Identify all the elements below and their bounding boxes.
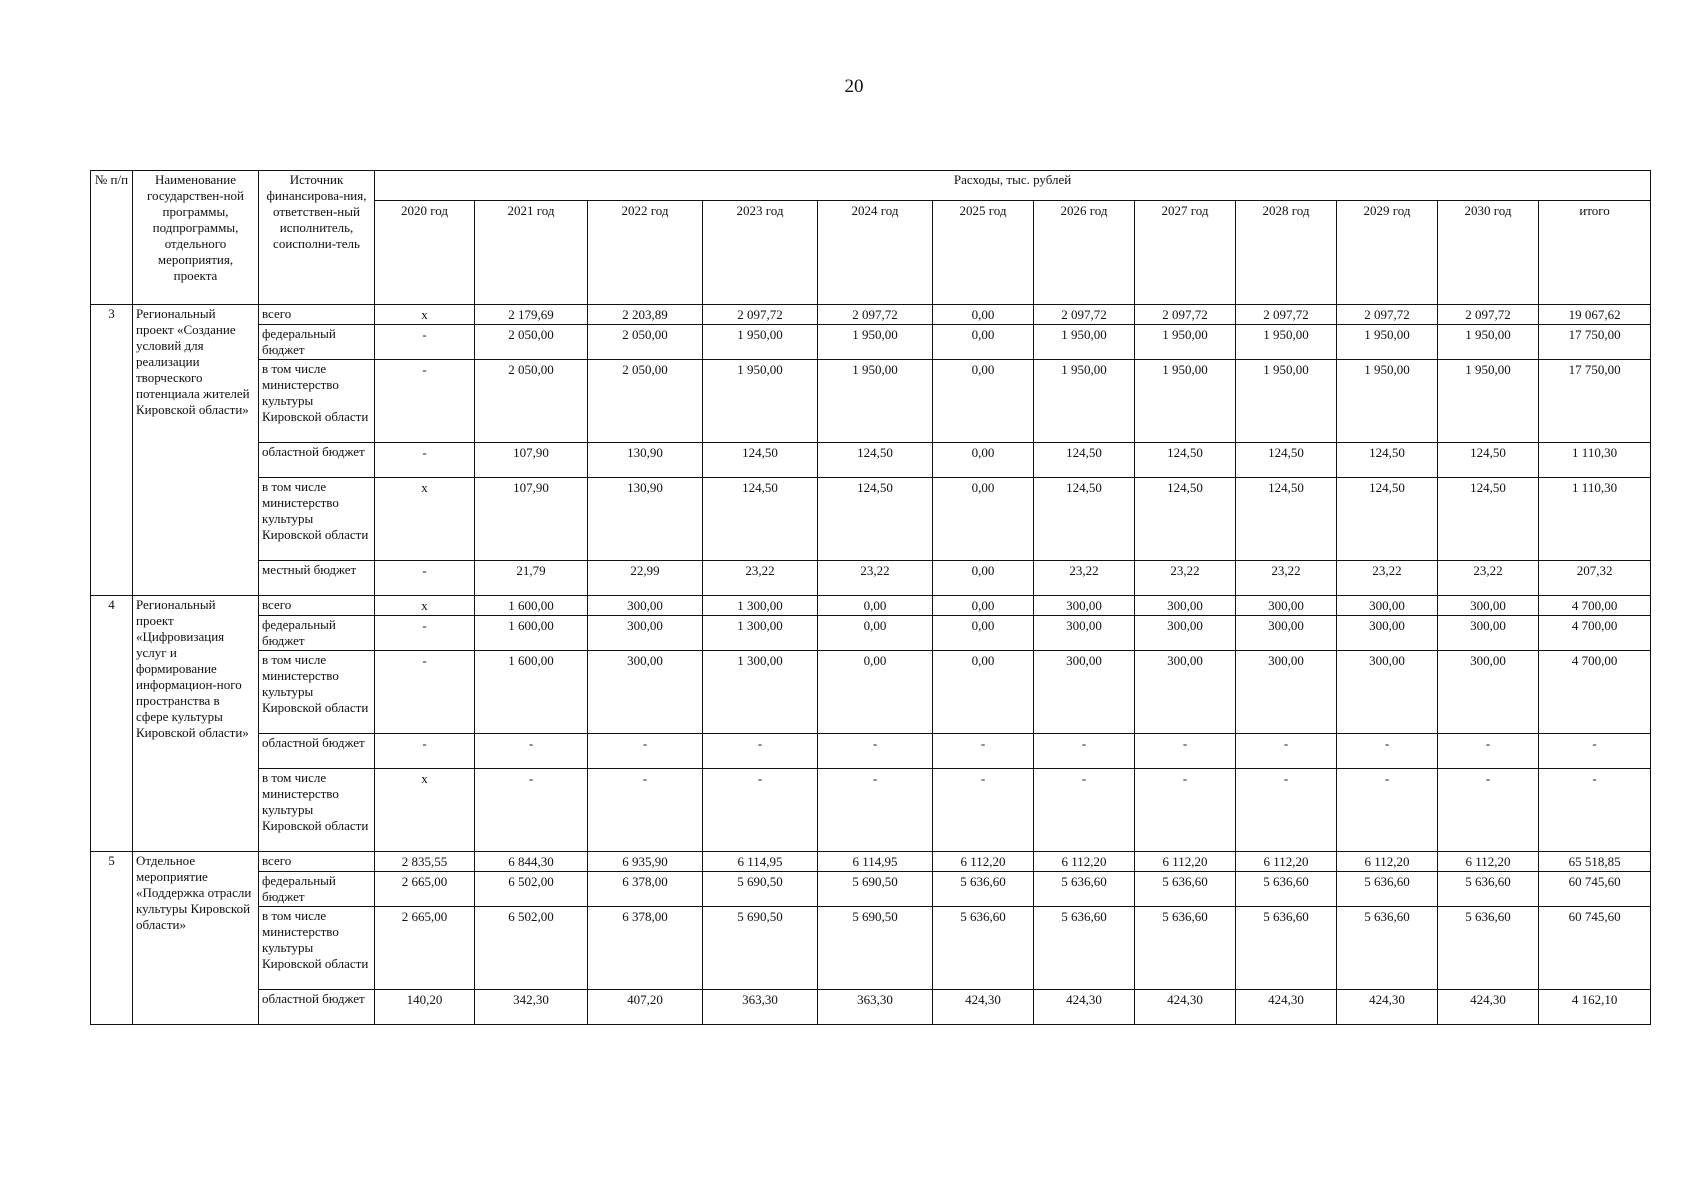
value-cell: 2 665,00: [375, 872, 475, 907]
value-cell: 130,90: [588, 478, 703, 561]
header-year: 2028 год: [1236, 201, 1337, 305]
table-header: [91, 171, 1651, 305]
value-cell: 300,00: [588, 651, 703, 734]
value-cell: 5 636,60: [1135, 907, 1236, 990]
value-cell: 300,00: [588, 596, 703, 616]
value-cell: 300,00: [1438, 651, 1539, 734]
table-row: [91, 769, 1651, 852]
program-name: Региональный проект «Цифровизация услуг и формирование информацион-ного пространства в сфере культуры Кировской области»: [133, 596, 259, 852]
value-cell: 300,00: [1438, 616, 1539, 651]
value-cell: 424,30: [1034, 990, 1135, 1025]
value-cell: 1 950,00: [703, 325, 818, 360]
table-row: [91, 651, 1651, 734]
value-cell: 1 950,00: [1438, 325, 1539, 360]
header-name: Наименование государствен-ной программы, подпрограммы, отдельного мероприятия, проекта: [133, 171, 259, 305]
value-cell: 6 112,20: [933, 852, 1034, 872]
value-cell: 17 750,00: [1539, 325, 1651, 360]
value-cell: -: [375, 360, 475, 443]
funding-source: областной бюджет: [259, 990, 375, 1025]
value-cell: 300,00: [1337, 616, 1438, 651]
value-cell: 300,00: [1337, 651, 1438, 734]
value-cell: 5 636,60: [1034, 907, 1135, 990]
value-cell: 22,99: [588, 561, 703, 596]
value-cell: 23,22: [1438, 561, 1539, 596]
value-cell: 5 690,50: [818, 907, 933, 990]
value-cell: 124,50: [1438, 443, 1539, 478]
row-number: 3: [91, 305, 133, 596]
value-cell: 1 300,00: [703, 651, 818, 734]
value-cell: x: [375, 305, 475, 325]
funding-source: в том числе министерство культуры Кировской области: [259, 907, 375, 990]
funding-source: в том числе министерство культуры Кировской области: [259, 651, 375, 734]
value-cell: -: [1135, 769, 1236, 852]
value-cell: -: [375, 443, 475, 478]
value-cell: 2 050,00: [588, 325, 703, 360]
value-cell: 0,00: [933, 478, 1034, 561]
value-cell: 124,50: [1135, 443, 1236, 478]
value-cell: 23,22: [1236, 561, 1337, 596]
header-year: 2023 год: [703, 201, 818, 305]
table-row: [91, 990, 1651, 1025]
value-cell: -: [475, 734, 588, 769]
value-cell: 1 950,00: [818, 360, 933, 443]
value-cell: -: [1034, 769, 1135, 852]
table-row: [91, 596, 1651, 616]
value-cell: 2 050,00: [475, 325, 588, 360]
value-cell: 140,20: [375, 990, 475, 1025]
value-cell: -: [703, 769, 818, 852]
value-cell: 2 050,00: [588, 360, 703, 443]
value-cell: 5 636,60: [1337, 907, 1438, 990]
value-cell: 65 518,85: [1539, 852, 1651, 872]
value-cell: -: [1337, 769, 1438, 852]
value-cell: 0,00: [933, 596, 1034, 616]
value-cell: 1 300,00: [703, 616, 818, 651]
header-year: 2020 год: [375, 201, 475, 305]
value-cell: 6 114,95: [703, 852, 818, 872]
header-year: 2026 год: [1034, 201, 1135, 305]
header-year: 2029 год: [1337, 201, 1438, 305]
value-cell: 5 636,60: [1236, 872, 1337, 907]
value-cell: 23,22: [1337, 561, 1438, 596]
value-cell: 1 300,00: [703, 596, 818, 616]
value-cell: 0,00: [933, 360, 1034, 443]
funding-source: местный бюджет: [259, 561, 375, 596]
table-row: [91, 872, 1651, 907]
value-cell: 4 162,10: [1539, 990, 1651, 1025]
table-row: [91, 734, 1651, 769]
value-cell: 19 067,62: [1539, 305, 1651, 325]
header-year: 2022 год: [588, 201, 703, 305]
funding-source: областной бюджет: [259, 734, 375, 769]
value-cell: 5 636,60: [933, 872, 1034, 907]
value-cell: 23,22: [703, 561, 818, 596]
value-cell: 107,90: [475, 443, 588, 478]
value-cell: 424,30: [1135, 990, 1236, 1025]
table-row: [91, 443, 1651, 478]
value-cell: 1 110,30: [1539, 478, 1651, 561]
table-row: [91, 852, 1651, 872]
value-cell: -: [375, 561, 475, 596]
value-cell: 6 114,95: [818, 852, 933, 872]
value-cell: -: [1034, 734, 1135, 769]
value-cell: 124,50: [1034, 478, 1135, 561]
budget-table: [90, 170, 1651, 1025]
value-cell: 6 378,00: [588, 872, 703, 907]
table-row: [91, 305, 1651, 325]
table-body: [91, 305, 1651, 1025]
value-cell: 5 636,60: [1034, 872, 1135, 907]
value-cell: -: [1337, 734, 1438, 769]
value-cell: 1 600,00: [475, 651, 588, 734]
value-cell: 6 502,00: [475, 872, 588, 907]
funding-source: в том числе министерство культуры Кировской области: [259, 360, 375, 443]
value-cell: 6 112,20: [1337, 852, 1438, 872]
value-cell: 4 700,00: [1539, 651, 1651, 734]
value-cell: 300,00: [1236, 596, 1337, 616]
value-cell: 1 950,00: [1135, 325, 1236, 360]
value-cell: 5 636,60: [1337, 872, 1438, 907]
value-cell: 424,30: [1438, 990, 1539, 1025]
value-cell: -: [818, 734, 933, 769]
funding-source: федеральный бюджет: [259, 325, 375, 360]
header-expenses: Расходы, тыс. рублей: [375, 171, 1651, 201]
header-year: 2021 год: [475, 201, 588, 305]
value-cell: -: [1236, 769, 1337, 852]
value-cell: 6 378,00: [588, 907, 703, 990]
table-row: [91, 907, 1651, 990]
value-cell: 0,00: [933, 325, 1034, 360]
budget-table-wrapper: [90, 170, 1650, 1025]
value-cell: 4 700,00: [1539, 616, 1651, 651]
header-num: № п/п: [91, 171, 133, 305]
value-cell: 207,32: [1539, 561, 1651, 596]
value-cell: 0,00: [818, 651, 933, 734]
value-cell: -: [1236, 734, 1337, 769]
value-cell: 124,50: [818, 443, 933, 478]
value-cell: x: [375, 478, 475, 561]
value-cell: 424,30: [1337, 990, 1438, 1025]
value-cell: 23,22: [1034, 561, 1135, 596]
program-name: Региональный проект «Создание условий для реализации творческого потенциала жителей Кировской области»: [133, 305, 259, 596]
value-cell: -: [1539, 734, 1651, 769]
header-year: итого: [1539, 201, 1651, 305]
value-cell: 1 950,00: [1236, 360, 1337, 443]
value-cell: 0,00: [933, 616, 1034, 651]
value-cell: 60 745,60: [1539, 907, 1651, 990]
header-year: 2027 год: [1135, 201, 1236, 305]
page-number: 20: [844, 76, 864, 97]
value-cell: -: [1438, 769, 1539, 852]
funding-source: в том числе министерство культуры Кировской области: [259, 478, 375, 561]
value-cell: 300,00: [1135, 616, 1236, 651]
value-cell: 107,90: [475, 478, 588, 561]
value-cell: -: [375, 651, 475, 734]
header-source: Источник финансирова-ния, ответствен-ный исполнитель, соисполни-тель: [259, 171, 375, 305]
value-cell: 124,50: [1236, 478, 1337, 561]
value-cell: 124,50: [703, 443, 818, 478]
value-cell: 2 097,72: [818, 305, 933, 325]
value-cell: 1 950,00: [1337, 360, 1438, 443]
value-cell: 1 950,00: [1236, 325, 1337, 360]
value-cell: 6 112,20: [1236, 852, 1337, 872]
value-cell: 6 112,20: [1034, 852, 1135, 872]
header-year: 2025 год: [933, 201, 1034, 305]
funding-source: федеральный бюджет: [259, 872, 375, 907]
value-cell: 300,00: [1034, 616, 1135, 651]
value-cell: 407,20: [588, 990, 703, 1025]
value-cell: 2 097,72: [1135, 305, 1236, 325]
value-cell: 300,00: [1135, 596, 1236, 616]
value-cell: 2 097,72: [1438, 305, 1539, 325]
value-cell: 124,50: [1438, 478, 1539, 561]
value-cell: 124,50: [1236, 443, 1337, 478]
value-cell: -: [588, 734, 703, 769]
value-cell: 300,00: [1034, 596, 1135, 616]
value-cell: 124,50: [1034, 443, 1135, 478]
value-cell: 0,00: [933, 651, 1034, 734]
value-cell: 5 636,60: [933, 907, 1034, 990]
value-cell: 6 112,20: [1438, 852, 1539, 872]
value-cell: -: [933, 769, 1034, 852]
value-cell: 1 600,00: [475, 616, 588, 651]
value-cell: 1 950,00: [703, 360, 818, 443]
value-cell: 124,50: [1337, 443, 1438, 478]
value-cell: x: [375, 769, 475, 852]
value-cell: 1 950,00: [1034, 360, 1135, 443]
value-cell: x: [375, 596, 475, 616]
value-cell: 5 636,60: [1236, 907, 1337, 990]
value-cell: 21,79: [475, 561, 588, 596]
value-cell: 5 690,50: [703, 907, 818, 990]
value-cell: 300,00: [1236, 616, 1337, 651]
value-cell: 6 935,90: [588, 852, 703, 872]
value-cell: 363,30: [818, 990, 933, 1025]
value-cell: 5 690,50: [703, 872, 818, 907]
value-cell: -: [1438, 734, 1539, 769]
value-cell: -: [933, 734, 1034, 769]
value-cell: 1 110,30: [1539, 443, 1651, 478]
funding-source: всего: [259, 852, 375, 872]
value-cell: 300,00: [1034, 651, 1135, 734]
value-cell: 0,00: [933, 305, 1034, 325]
table-row: [91, 325, 1651, 360]
table-row: [91, 561, 1651, 596]
value-cell: 0,00: [818, 596, 933, 616]
value-cell: 1 950,00: [818, 325, 933, 360]
value-cell: 2 097,72: [703, 305, 818, 325]
value-cell: -: [703, 734, 818, 769]
value-cell: 124,50: [1135, 478, 1236, 561]
value-cell: 363,30: [703, 990, 818, 1025]
value-cell: 0,00: [933, 443, 1034, 478]
value-cell: 23,22: [818, 561, 933, 596]
value-cell: -: [1135, 734, 1236, 769]
funding-source: в том числе министерство культуры Кировской области: [259, 769, 375, 852]
value-cell: 1 600,00: [475, 596, 588, 616]
value-cell: 23,22: [1135, 561, 1236, 596]
value-cell: 300,00: [1135, 651, 1236, 734]
value-cell: -: [1539, 769, 1651, 852]
value-cell: 300,00: [1337, 596, 1438, 616]
value-cell: 60 745,60: [1539, 872, 1651, 907]
funding-source: федеральный бюджет: [259, 616, 375, 651]
value-cell: -: [375, 325, 475, 360]
row-number: 4: [91, 596, 133, 852]
funding-source: областной бюджет: [259, 443, 375, 478]
value-cell: -: [375, 616, 475, 651]
value-cell: -: [818, 769, 933, 852]
value-cell: 5 690,50: [818, 872, 933, 907]
table-row: [91, 616, 1651, 651]
value-cell: 0,00: [818, 616, 933, 651]
value-cell: 2 835,55: [375, 852, 475, 872]
value-cell: 124,50: [703, 478, 818, 561]
value-cell: 6 502,00: [475, 907, 588, 990]
funding-source: всего: [259, 596, 375, 616]
value-cell: 2 097,72: [1337, 305, 1438, 325]
program-name: Отдельное мероприятие «Поддержка отрасли культуры Кировской области»: [133, 852, 259, 1025]
value-cell: 300,00: [1438, 596, 1539, 616]
value-cell: 2 203,89: [588, 305, 703, 325]
header-year: 2030 год: [1438, 201, 1539, 305]
value-cell: 4 700,00: [1539, 596, 1651, 616]
value-cell: 124,50: [818, 478, 933, 561]
value-cell: 2 665,00: [375, 907, 475, 990]
value-cell: 2 050,00: [475, 360, 588, 443]
value-cell: 5 636,60: [1438, 872, 1539, 907]
value-cell: 2 097,72: [1034, 305, 1135, 325]
value-cell: -: [588, 769, 703, 852]
value-cell: 1 950,00: [1438, 360, 1539, 443]
value-cell: 424,30: [933, 990, 1034, 1025]
table-row: [91, 360, 1651, 443]
value-cell: 6 112,20: [1135, 852, 1236, 872]
value-cell: 2 097,72: [1236, 305, 1337, 325]
value-cell: 300,00: [1236, 651, 1337, 734]
value-cell: 1 950,00: [1034, 325, 1135, 360]
value-cell: 300,00: [588, 616, 703, 651]
value-cell: 5 636,60: [1135, 872, 1236, 907]
value-cell: 17 750,00: [1539, 360, 1651, 443]
value-cell: 0,00: [933, 561, 1034, 596]
value-cell: 424,30: [1236, 990, 1337, 1025]
value-cell: 2 179,69: [475, 305, 588, 325]
header-year: 2024 год: [818, 201, 933, 305]
funding-source: всего: [259, 305, 375, 325]
value-cell: -: [475, 769, 588, 852]
value-cell: 130,90: [588, 443, 703, 478]
table-row: [91, 478, 1651, 561]
value-cell: 1 950,00: [1337, 325, 1438, 360]
row-number: 5: [91, 852, 133, 1025]
value-cell: 124,50: [1337, 478, 1438, 561]
value-cell: -: [375, 734, 475, 769]
value-cell: 342,30: [475, 990, 588, 1025]
value-cell: 5 636,60: [1438, 907, 1539, 990]
value-cell: 6 844,30: [475, 852, 588, 872]
value-cell: 1 950,00: [1135, 360, 1236, 443]
